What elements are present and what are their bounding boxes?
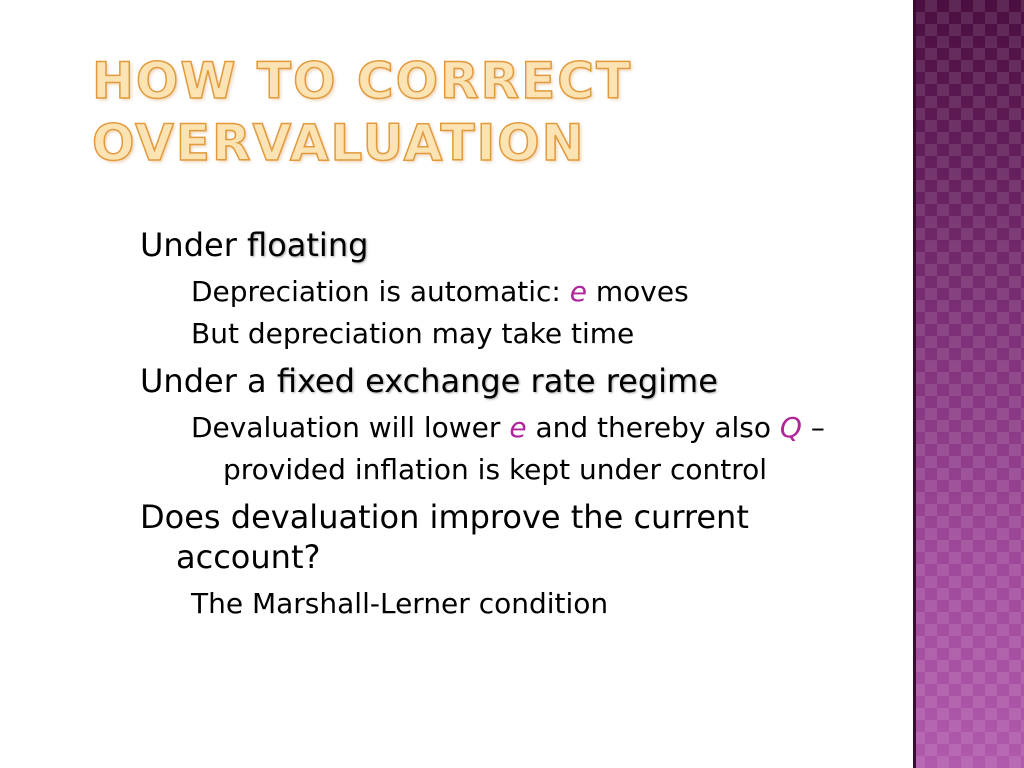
- slide-body: [140, 225, 900, 625]
- sub-bullet-suffix: moves: [587, 275, 689, 308]
- sub-bullet-depreciation-time: [140, 313, 900, 355]
- sub-bullet-mid: and thereby also: [526, 411, 780, 444]
- variable-q: Q: [779, 411, 802, 444]
- emphasis-fixed-regime: fixed exchange rate regime: [276, 362, 718, 400]
- bullet-current-account: [140, 497, 900, 577]
- variable-e: e: [569, 275, 587, 308]
- sub-bullet-suffix: – provided inflation is kept under control: [223, 411, 825, 486]
- bullet-under-floating: [140, 225, 900, 265]
- emphasis-floating: floating: [247, 226, 369, 264]
- sub-bullet-marshall-lerner: [140, 583, 900, 625]
- sub-bullet-text: But depreciation may take time: [191, 317, 635, 350]
- sub-bullet-devaluation: [140, 407, 900, 491]
- sub-bullet-text: Devaluation will lower: [191, 411, 510, 444]
- bullet-under-fixed: [140, 361, 900, 401]
- decorative-side-panel: [913, 0, 1024, 768]
- slide-title: HOW TO CORRECT OVERVALUATION: [92, 52, 633, 172]
- side-panel-edge: [913, 0, 916, 768]
- sub-bullet-text: The Marshall-Lerner condition: [191, 587, 609, 620]
- sub-bullet-text: Depreciation is automatic:: [191, 275, 570, 308]
- sub-bullet-depreciation-automatic: [140, 271, 900, 313]
- bullet-text: Does devaluation improve the current account?: [140, 498, 749, 576]
- variable-e: e: [509, 411, 527, 444]
- bullet-text: Under a: [140, 362, 277, 400]
- bullet-text: Under: [140, 226, 248, 264]
